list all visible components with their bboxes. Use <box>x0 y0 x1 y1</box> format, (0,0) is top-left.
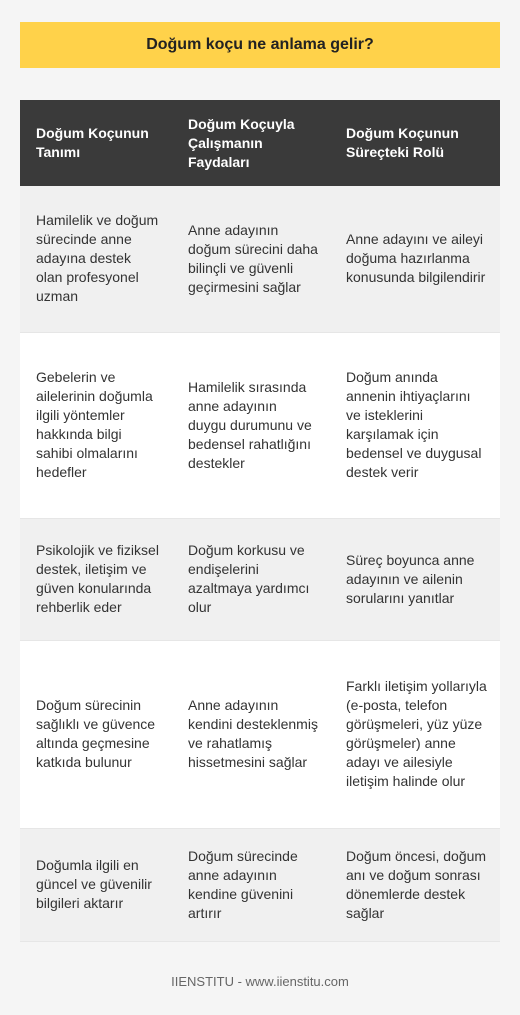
table-cell: Psikolojik ve fiziksel destek, iletişim ve güven konularında rehberlik eder <box>20 518 172 640</box>
table-cell: Gebelerin ve ailelerinin doğumla ilgili yöntemler hakkında bilgi sahibi olmalarını hedefler <box>20 332 172 518</box>
table-cell: Hamilelik sırasında anne adayının duygu durumunu ve bedensel rahatlığını destekler <box>172 332 330 518</box>
footer-credit: IIENSTITU - www.iienstitu.com <box>171 974 349 989</box>
column-header-role: Doğum Koçunun Süreçteki Rolü <box>346 125 459 160</box>
table-cell: Doğum sürecinde anne adayının kendine güvenini artırır <box>172 828 330 941</box>
table-row <box>20 640 500 828</box>
table-cell: Farklı iletişim yollarıyla (e-posta, telefon görüşmeleri, yüz yüze görüşmeler) anne adayı ve ailesiyle iletişim halinde olur <box>330 640 500 828</box>
title-banner <box>20 22 500 68</box>
table-cell: Anne adayının kendini desteklenmiş ve rahatlamış hissetmesini sağlar <box>172 640 330 828</box>
table-cell: Doğum sürecinin sağlıklı ve güvence altında geçmesine katkıda bulunur <box>20 640 172 828</box>
table-row <box>20 332 500 518</box>
table-cell: Hamilelik ve doğum sürecinde anne adayına destek olan profesyonel uzman <box>20 186 172 332</box>
column-header-benefits: Doğum Koçuyla Çalışmanın Faydaları <box>188 115 295 170</box>
table-cell: Doğum anında annenin ihtiyaçlarını ve isteklerini karşılamak için bedensel ve duygusal destek verir <box>330 332 500 518</box>
table-cell: Doğum korkusu ve endişelerini azaltmaya yardımcı olur <box>172 518 330 640</box>
table-row <box>20 186 500 332</box>
column-header-definition: Doğum Koçunun Tanımı <box>36 125 149 160</box>
table-cell: Anne adayını ve aileyi doğuma hazırlanma konusunda bilgilendirir <box>330 186 500 332</box>
table-cell: Süreç boyunca anne adayının ve ailenin sorularını yanıtlar <box>330 518 500 640</box>
table-row <box>20 518 500 640</box>
table-cell: Anne adayının doğum sürecini daha bilinçli ve güvenli geçirmesini sağlar <box>172 186 330 332</box>
table-row <box>20 828 500 941</box>
page-title: Doğum koçu ne anlama gelir? <box>146 36 374 53</box>
table-header-row <box>20 100 500 186</box>
info-table <box>20 100 500 942</box>
table-cell: Doğum öncesi, doğum anı ve doğum sonrası dönemlerde destek sağlar <box>330 828 500 941</box>
table-cell: Doğumla ilgili en güncel ve güvenilir bilgileri aktarır <box>20 828 172 941</box>
